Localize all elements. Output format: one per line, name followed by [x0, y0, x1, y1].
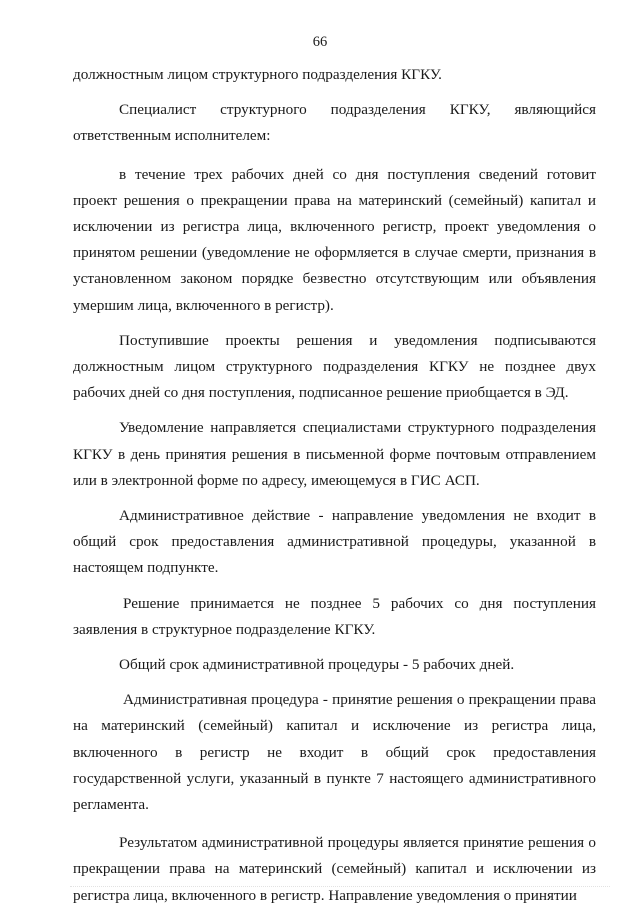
paragraph-admin-action: Административное действие - направление уведомления не входит в общий срок предоставления административной процедуры, указанной в настоящем подпункте. — [73, 507, 596, 577]
paragraph-total-term: Общий срок административной процедуры - 5 рабочих дней. — [119, 656, 515, 674]
paragraph-signing: Поступившие проекты решения и уведомления подписываются должностным лицом структурного подразделения КГКУ не позднее двух рабочих дней со дня поступления, подписанное решение приобщается в ЭД. — [73, 331, 596, 402]
scan-bottom-edge — [70, 886, 610, 893]
document-body — [73, 62, 596, 909]
paragraph-three-days: в течение трех рабочих дней со дня поступления сведений готовит проект решения о прекращении права на материнский (семейный) капитал и исключении из регистра лица, включенного регистр, проект уведомления о принятом решении (уведомление не оформляется в случае смерти, признания в установленном законом порядке безвестно отсутствующим или объявления умершим лица, включенного в регистр). — [73, 165, 596, 314]
paragraph-admin-procedure: Административная процедура - принятие решения о прекращении права на материнский (семейный) капитал и исключение из регистра лица, включенного в регистр не входит в общий срок предоставления государственной услуги, указанный в пункте 7 настоящего административного регламента. — [73, 691, 596, 814]
paragraph-notification: Уведомление направляется специалистами структурного подразделения КГКУ в день принятия решения в письменной форме почтовым отправлением или в электронной форме по адресу, имеющемуся в ГИС АСП. — [73, 419, 596, 489]
paragraph-decision-term: Решение принимается не позднее 5 рабочих со дня поступления заявления в структурное подразделение КГКУ. — [73, 594, 596, 638]
paragraph-result: Результатом административной процедуры является принятие решения о прекращении права на материнский (семейный) капитал и исключении из регистра лица, включенного в регистр. Направление уведомления о принятии — [73, 834, 596, 904]
paragraph-continuation: должностным лицом структурного подразделения КГКУ. — [73, 66, 442, 83]
paragraph-specialist: Специалист структурного подразделения КГКУ, являющийся ответственным исполнителем: — [73, 101, 596, 145]
page-number: 66 — [312, 34, 328, 50]
